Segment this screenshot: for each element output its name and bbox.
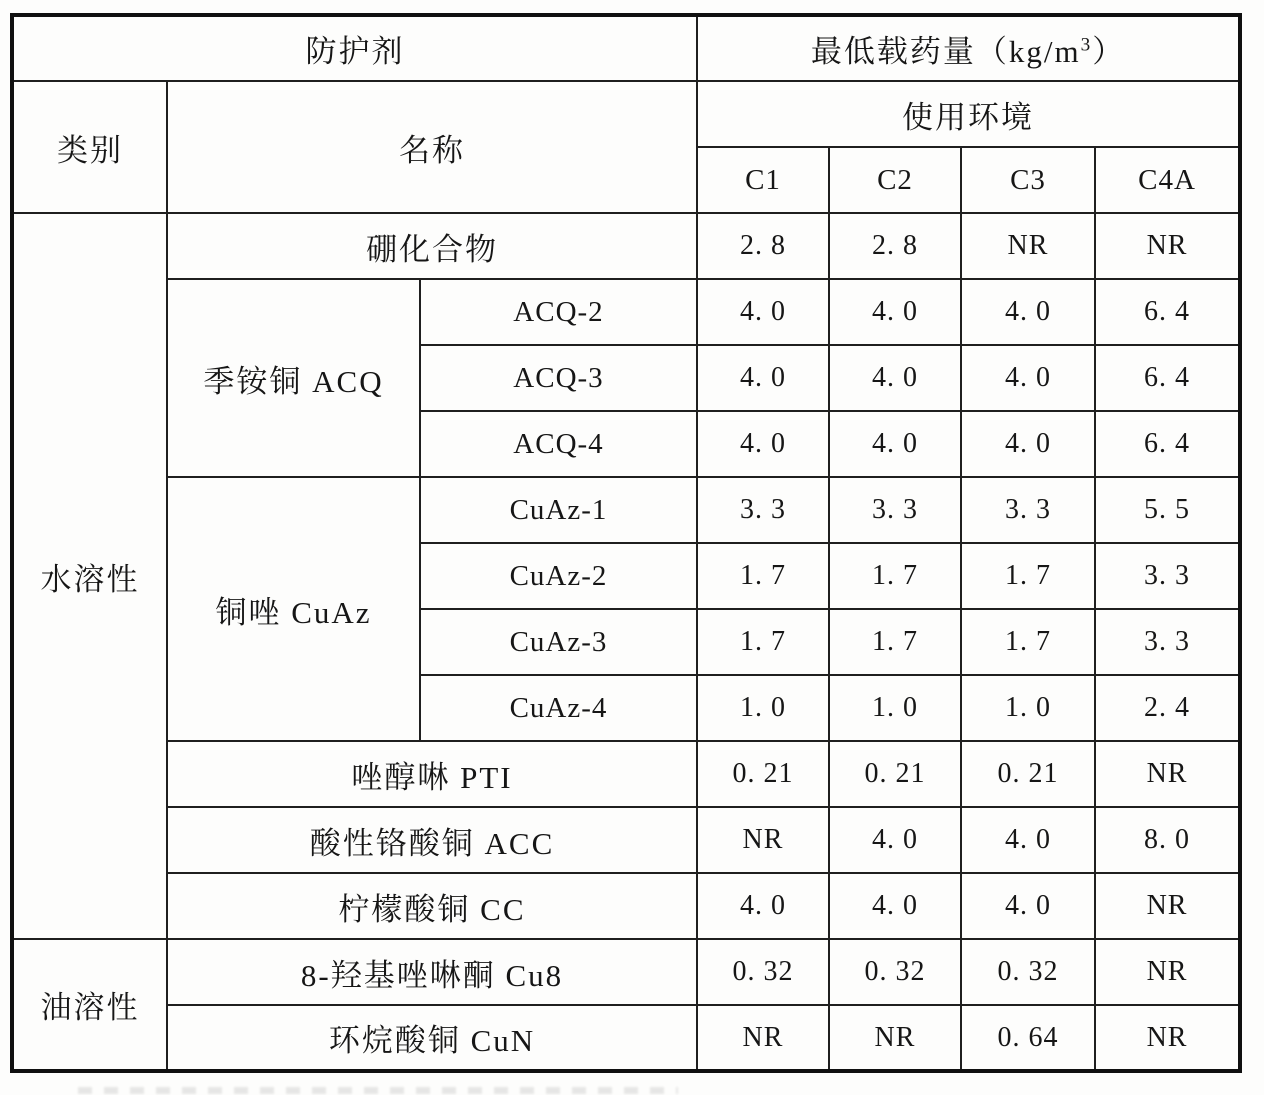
value-cell-cuaz2-c3: 1. 7 [961, 543, 1095, 609]
value-cell-acc-c1: NR [697, 807, 829, 873]
table-row [12, 477, 1240, 543]
table-row [12, 213, 1240, 279]
value-cell-cuaz1-c2: 3. 3 [829, 477, 961, 543]
value-cell-boron-c4a: NR [1095, 213, 1240, 279]
use-environment-header: 使用环境 [697, 81, 1240, 147]
table-row [12, 807, 1240, 873]
name-cell-cun: 环烷酸铜 CuN [167, 1005, 697, 1071]
value-cell-cun-c4a: NR [1095, 1005, 1240, 1071]
min-loading-group-header [697, 15, 1240, 81]
value-cell-cu8-c4a: NR [1095, 939, 1240, 1005]
table-row [12, 873, 1240, 939]
value-cell-acq2-c2: 4. 0 [829, 279, 961, 345]
value-cell-cu8-c3: 0. 32 [961, 939, 1095, 1005]
value-cell-acq3-c3: 4. 0 [961, 345, 1095, 411]
category-cell-oil-soluble: 油溶性 [12, 939, 167, 1071]
value-cell-cuaz3-c4a: 3. 3 [1095, 609, 1240, 675]
value-cell-cuaz4-c2: 1. 0 [829, 675, 961, 741]
env-col-header-c2: C2 [829, 147, 961, 213]
name-cell-acq4: ACQ-4 [420, 411, 697, 477]
value-cell-cuaz1-c4a: 5. 5 [1095, 477, 1240, 543]
env-col-header-c1: C1 [697, 147, 829, 213]
min-loading-close-paren: ） [1092, 34, 1126, 69]
value-cell-pti-c1: 0. 21 [697, 741, 829, 807]
table-row [12, 81, 1240, 147]
value-cell-acq3-c4a: 6. 4 [1095, 345, 1240, 411]
value-cell-acq3-c2: 4. 0 [829, 345, 961, 411]
name-cell-pti: 唑醇啉 PTI [167, 741, 697, 807]
value-cell-boron-c1: 2. 8 [697, 213, 829, 279]
value-cell-pti-c3: 0. 21 [961, 741, 1095, 807]
value-cell-acq2-c3: 4. 0 [961, 279, 1095, 345]
value-cell-cuaz4-c1: 1. 0 [697, 675, 829, 741]
name-column-header: 名称 [167, 81, 697, 213]
value-cell-pti-c2: 0. 21 [829, 741, 961, 807]
table-row [12, 939, 1240, 1005]
value-cell-cun-c3: 0. 64 [961, 1005, 1095, 1071]
value-cell-boron-c2: 2. 8 [829, 213, 961, 279]
cropped-next-line-artifact [78, 1087, 678, 1094]
value-cell-cc-c1: 4. 0 [697, 873, 829, 939]
value-cell-cuaz4-c3: 1. 0 [961, 675, 1095, 741]
name-cell-acq2: ACQ-2 [420, 279, 697, 345]
value-cell-cuaz2-c1: 1. 7 [697, 543, 829, 609]
value-cell-cuaz2-c4a: 3. 3 [1095, 543, 1240, 609]
env-col-header-c3: C3 [961, 147, 1095, 213]
value-cell-acq4-c4a: 6. 4 [1095, 411, 1240, 477]
name-cell-acq3: ACQ-3 [420, 345, 697, 411]
protectant-group-header: 防护剂 [12, 15, 697, 81]
value-cell-acq4-c3: 4. 0 [961, 411, 1095, 477]
value-cell-acq4-c2: 4. 0 [829, 411, 961, 477]
value-cell-cc-c3: 4. 0 [961, 873, 1095, 939]
name-cell-cuaz2: CuAz-2 [420, 543, 697, 609]
group-cell-acq: 季铵铜 ACQ [167, 279, 420, 477]
value-cell-cuaz1-c1: 3. 3 [697, 477, 829, 543]
category-column-header: 类别 [12, 81, 167, 213]
value-cell-cuaz2-c2: 1. 7 [829, 543, 961, 609]
value-cell-boron-c3: NR [961, 213, 1095, 279]
value-cell-acq3-c1: 4. 0 [697, 345, 829, 411]
preservative-loading-table [10, 13, 1242, 1073]
cubic-meter-superscript: 3 [1080, 34, 1093, 56]
name-cell-cu8: 8-羟基唑啉酮 Cu8 [167, 939, 697, 1005]
value-cell-cun-c2: NR [829, 1005, 961, 1071]
value-cell-cun-c1: NR [697, 1005, 829, 1071]
value-cell-cc-c4a: NR [1095, 873, 1240, 939]
name-cell-boron: 硼化合物 [167, 213, 697, 279]
name-cell-cuaz1: CuAz-1 [420, 477, 697, 543]
value-cell-cc-c2: 4. 0 [829, 873, 961, 939]
value-cell-acq2-c1: 4. 0 [697, 279, 829, 345]
name-cell-cc: 柠檬酸铜 CC [167, 873, 697, 939]
value-cell-pti-c4a: NR [1095, 741, 1240, 807]
env-col-header-c4a: C4A [1095, 147, 1240, 213]
value-cell-acq2-c4a: 6. 4 [1095, 279, 1240, 345]
value-cell-cu8-c1: 0. 32 [697, 939, 829, 1005]
value-cell-acc-c4a: 8. 0 [1095, 807, 1240, 873]
value-cell-cuaz3-c1: 1. 7 [697, 609, 829, 675]
name-cell-acc: 酸性铬酸铜 ACC [167, 807, 697, 873]
value-cell-cuaz4-c4a: 2. 4 [1095, 675, 1240, 741]
table-row [12, 279, 1240, 345]
table-row [12, 1005, 1240, 1071]
value-cell-cuaz3-c3: 1. 7 [961, 609, 1095, 675]
value-cell-acc-c2: 4. 0 [829, 807, 961, 873]
name-cell-cuaz3: CuAz-3 [420, 609, 697, 675]
value-cell-cuaz1-c3: 3. 3 [961, 477, 1095, 543]
value-cell-cu8-c2: 0. 32 [829, 939, 961, 1005]
value-cell-acq4-c1: 4. 0 [697, 411, 829, 477]
min-loading-text: 最低载药量（kg/m [810, 34, 1081, 69]
category-cell-water-soluble: 水溶性 [12, 213, 167, 939]
name-cell-cuaz4: CuAz-4 [420, 675, 697, 741]
table-row [12, 15, 1240, 81]
table-row [12, 741, 1240, 807]
value-cell-acc-c3: 4. 0 [961, 807, 1095, 873]
value-cell-cuaz3-c2: 1. 7 [829, 609, 961, 675]
group-cell-cuaz: 铜唑 CuAz [167, 477, 420, 741]
